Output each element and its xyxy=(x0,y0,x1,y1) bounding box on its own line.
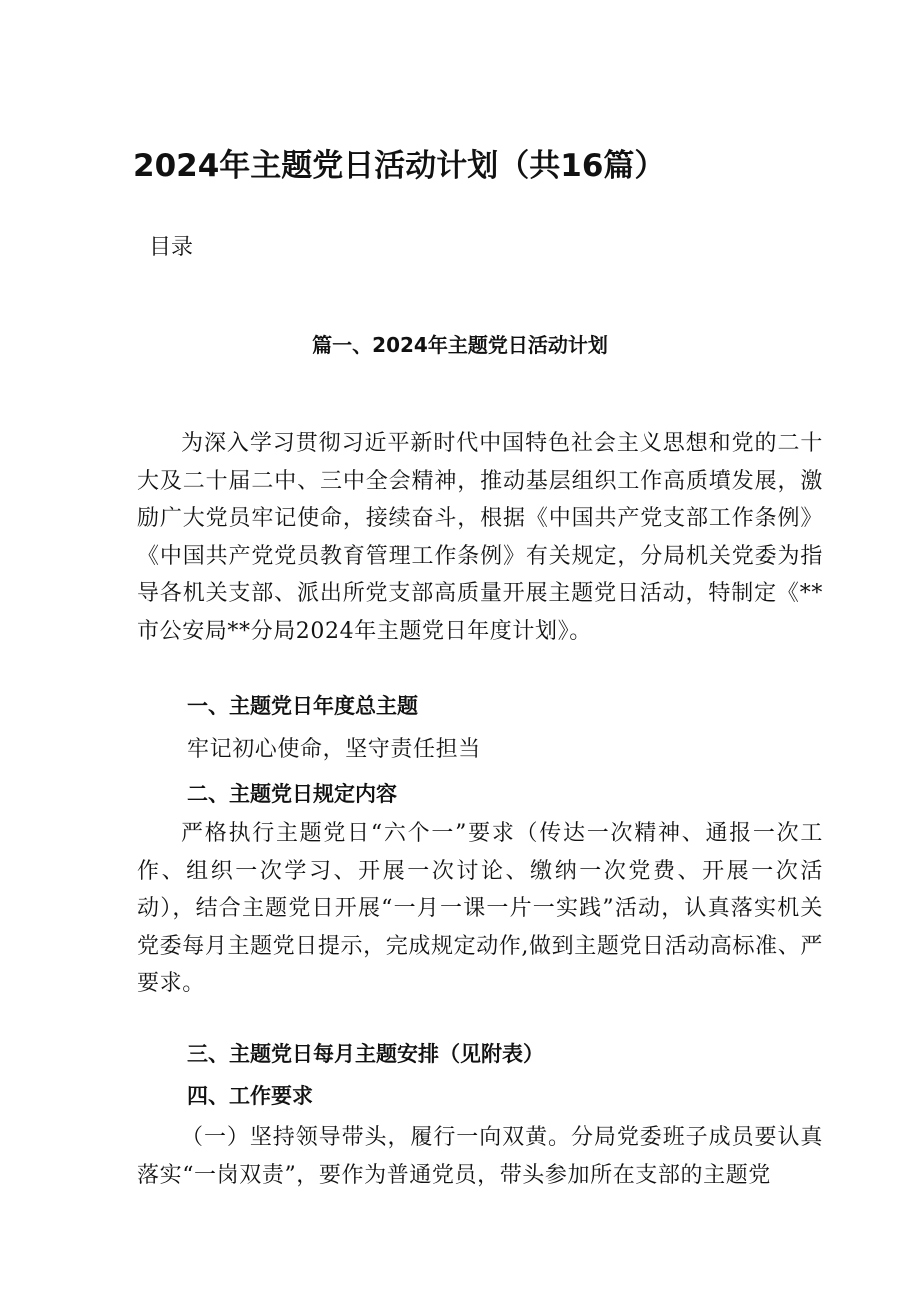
section-heading-1: 一、主题党日年度总主题 xyxy=(187,694,418,718)
section-content-1: 牢记初心使命，坚守责任担当 xyxy=(187,737,481,762)
section-heading-3: 三、主题党日每月主题安排（见附表） xyxy=(187,1042,544,1066)
section-heading-2: 二、主题党日规定内容 xyxy=(187,782,397,806)
section-content-2: 严格执行主题党日“六个一”要求（传达一次精神、通报一次工作、组织一次学习、开展一次讨论、缴纳一次党费、开展一次活动），结合主题党日开展“一月一课一片一实践”活动，认真落实机关党委每月主题党日提示，完成规定动作,做到主题党日活动高标准、严要求。 xyxy=(137,821,823,996)
intro-paragraph: 为深入学习贯彻习近平新时代中国特色社会主义思想和党的二十大及二十届二中、三中全会精神，推动基层组织工作高质墳发展，激励广大党员牢记使命，接续奋斗，根据《中国共产党支部工作条例》《中国共产党党员教育管理工作条例》有关规定，分局机关党委为指导各机关支部、派出所党支部高质量开展主题党日活动，特制定《**市公安局**分局2024年主题党日年度计划》。 xyxy=(137,431,823,644)
section-content-4: （一）坚持领导带头，履行一向双黄。分局党委班子成员要认真落实“一岗双责”，要作为普通党员，带头参加所在支部的主题党 xyxy=(137,1125,823,1188)
document-title: 2024年主题党日活动计划（共16篇） xyxy=(133,148,666,184)
section-heading-4: 四、工作要求 xyxy=(187,1084,313,1108)
chapter-title: 篇一、2024年主题党日活动计划 xyxy=(312,333,608,357)
toc-label: 目录 xyxy=(149,235,194,260)
